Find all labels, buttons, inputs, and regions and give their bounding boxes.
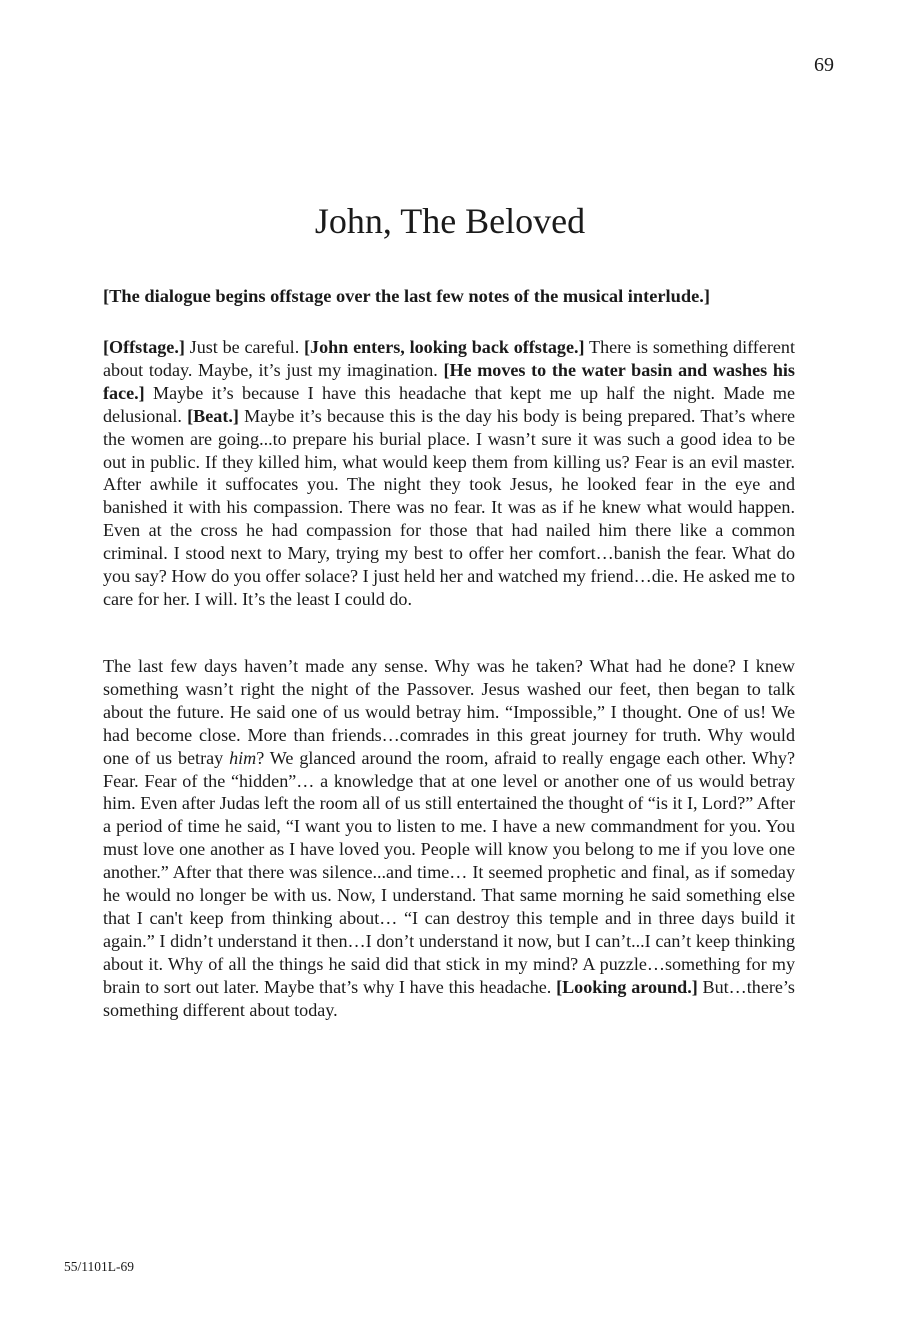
monologue-paragraph-1 [103,336,795,611]
stage-direction: [He moves to the water basin and washes his face.] [103,359,795,403]
dialogue-text: There is something different about today. Maybe, it’s just my imagination. [103,337,795,380]
stage-direction: [John enters, looking back offstage.] [304,337,585,357]
paragraph-2-text [103,655,795,1022]
dialogue-text: Just be careful. [184,337,305,357]
dialogue-text: Maybe it’s because this is the day his body is being prepared. That’s where the women are going...to prepare his burial place. I wasn’t sure it was such a good idea to be out in public. If they killed him, what would keep them from killing us? Fear is an evil master. After awhile it suffocates you. The night they took Jesus, he looked fear in the eye and banished it with his compassion. There was no fear. It was as if he knew what would happen. Even at the cross he had compassion for those that had nailed him there like a common criminal. I stood next to Mary, trying my best to offer her comfort…banish the fear. What do you say? How do you offer solace? I just held her and watched my friend…die. He asked me to care for her. I will. It’s the least I could do. [103,405,795,609]
stage-direction: [Looking around.] [556,976,698,997]
stage-direction: [Offstage.] [103,337,185,357]
dialogue-text: ? We glanced around the room, afraid to really engage each other. Why? Fear. Fear of the “hidden”… a knowledge that at one level or another one of us would betray him. Even after Judas left the room all of us still entertained the thought of “is it I, Lord?” After a period of time he said, “I want you to listen to me. I have a new commandment for you. You must love one another as I have loved you. People will know you belong to me if you love one another.” After that there was silence...and time… It seemed prophetic and final, as if someday he would no longer be with us. Now, I understand. That same morning he said something else that I can't keep from thinking about… “I can destroy this temple and in three days build it again.” I didn’t understand it then…I don’t understand it now, but I can’t...I can’t keep thinking about it. Why of all the things he said did that stick in my mind? A puzzle…something for my brain to sort out later. Maybe that’s why I have this headache. [103,747,795,997]
paragraph-1-text [103,336,795,611]
stage-direction: [Beat.] [187,405,239,426]
footer-code: 55/1101L-69 [64,1259,134,1274]
scene-title: John, The Beloved [314,201,586,241]
emphasis-text: him [229,747,257,768]
dialogue-text: The last few days haven’t made any sense. Why was he taken? What had he done? I knew something wasn’t right the night of the Passover. Jesus washed our feet, then began to talk about the future. He said one of us would betray him. “Impossible,” I thought. One of us! We had become close. More than friends…comrades in this great journey for truth. Why would one of us betray [103,656,795,768]
monologue-paragraph-2 [103,655,795,1022]
intro-stage-direction: [The dialogue begins offstage over the last few notes of the musical interlude.] [103,286,711,306]
dialogue-text: Maybe it’s because I have this headache that kept me up half the night. Made me delusional. [103,382,795,426]
dialogue-text: But…there’s something different about today. [103,976,795,1020]
page-number: 69 [814,54,834,76]
